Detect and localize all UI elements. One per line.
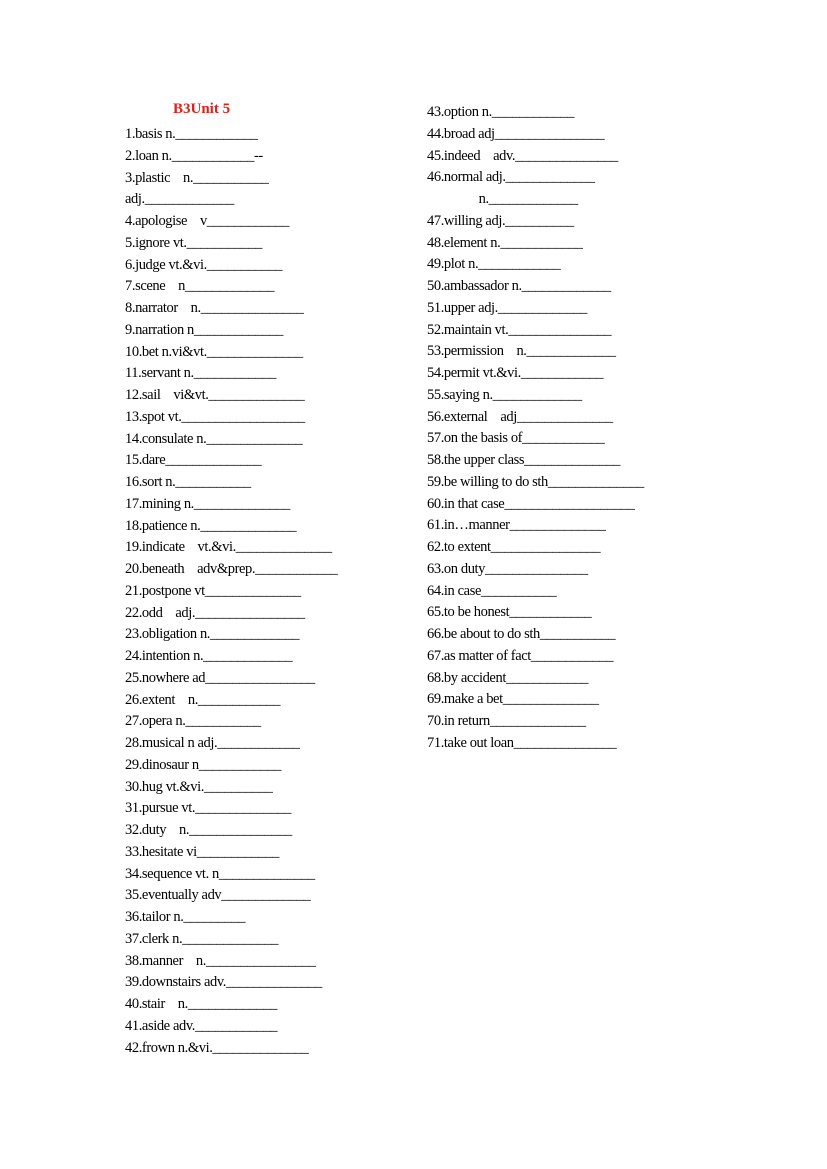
vocab-item: 56.external adj______________ bbox=[427, 408, 613, 425]
vocab-item: 47.willing adj.__________ bbox=[427, 212, 574, 229]
vocab-item: 69.make a bet______________ bbox=[427, 691, 599, 708]
vocab-item: 20.beneath adv&prep.____________ bbox=[125, 561, 338, 577]
vocab-item: 26.extent n.____________ bbox=[125, 691, 281, 708]
vocab-item: 4.apologise v____________ bbox=[125, 213, 289, 229]
vocab-item: 7.scene n_____________ bbox=[125, 278, 275, 295]
vocab-item: 11.servant n.____________ bbox=[125, 365, 276, 382]
vocab-item: 12.sail vi&vt.______________ bbox=[125, 387, 305, 403]
vocab-item: 43.option n.____________ bbox=[427, 104, 575, 120]
vocab-item: 24.intention n._____________ bbox=[125, 648, 293, 664]
vocab-item: 15.dare______________ bbox=[125, 452, 262, 469]
vocab-item: 6.judge vt.&vi.___________ bbox=[125, 256, 283, 273]
vocab-item: 61.in…manner______________ bbox=[427, 517, 606, 534]
vocab-item: 63.on duty_______________ bbox=[427, 560, 588, 577]
vocab-item: 42.frown n.&vi.______________ bbox=[125, 1039, 309, 1056]
vocab-item: 62.to extent________________ bbox=[427, 539, 601, 555]
vocab-item: 13.spot vt.__________________ bbox=[125, 408, 305, 425]
vocab-item: 60.in that case___________________ bbox=[427, 495, 635, 512]
vocab-item: 40.stair n._____________ bbox=[125, 996, 277, 1012]
vocab-item: 31.pursue vt.______________ bbox=[125, 800, 292, 817]
vocab-item: 35.eventually adv_____________ bbox=[125, 887, 311, 904]
vocab-item: n._____________ bbox=[427, 191, 578, 207]
vocab-item: 5.ignore vt.___________ bbox=[125, 234, 262, 251]
right-column-list bbox=[427, 102, 727, 755]
vocab-item: 45.indeed adv._______________ bbox=[427, 147, 618, 164]
vocab-item: 55.saying n._____________ bbox=[427, 386, 582, 403]
vocab-item: 33.hesitate vi____________ bbox=[125, 843, 279, 860]
vocab-item: 27.opera n.___________ bbox=[125, 713, 261, 730]
vocab-item: 22.odd adj.________________ bbox=[125, 604, 305, 621]
left-column-list bbox=[125, 124, 415, 1059]
vocab-item: 30.hug vt.&vi.__________ bbox=[125, 778, 273, 795]
vocab-item: 3.plastic n.___________ bbox=[125, 169, 269, 186]
vocab-item: 65.to be honest____________ bbox=[427, 604, 592, 621]
vocab-item: 9.narration n_____________ bbox=[125, 321, 283, 338]
vocab-item: 32.duty n._______________ bbox=[125, 822, 292, 838]
vocab-item: 48.element n.____________ bbox=[427, 234, 583, 251]
vocab-item: adj._____________ bbox=[125, 191, 234, 208]
vocab-item: 53.permission n._____________ bbox=[427, 343, 616, 360]
vocab-item: 21.postpone vt______________ bbox=[125, 582, 301, 599]
vocab-item: 59.be willing to do sth______________ bbox=[427, 473, 644, 490]
vocab-item: 34.sequence vt. n______________ bbox=[125, 865, 315, 882]
vocab-item: 14.consulate n.______________ bbox=[125, 430, 303, 447]
vocab-item: 54.permit vt.&vi.____________ bbox=[427, 365, 604, 381]
vocab-item: 44.broad adj________________ bbox=[427, 125, 605, 142]
vocab-item: 51.upper adj._____________ bbox=[427, 299, 587, 316]
vocab-item: 18.patience n.______________ bbox=[125, 517, 297, 534]
vocab-item: 66.be about to do sth___________ bbox=[427, 626, 616, 642]
vocab-item: 52.maintain vt._______________ bbox=[427, 321, 612, 338]
vocab-item: 23.obligation n._____________ bbox=[125, 626, 300, 643]
vocab-item: 58.the upper class______________ bbox=[427, 452, 620, 468]
vocab-item: 41.aside adv.____________ bbox=[125, 1017, 278, 1034]
vocab-item: 46.normal adj._____________ bbox=[427, 169, 595, 186]
vocab-item: 29.dinosaur n____________ bbox=[125, 756, 281, 773]
vocab-item: 50.ambassador n._____________ bbox=[427, 278, 611, 294]
vocab-item: 28.musical n adj.____________ bbox=[125, 735, 300, 751]
vocab-item: 25.nowhere ad________________ bbox=[125, 669, 315, 686]
vocab-item: 70.in return______________ bbox=[427, 713, 586, 729]
vocab-item: 64.in case___________ bbox=[427, 582, 557, 599]
vocab-item: 57.on the basis of____________ bbox=[427, 430, 605, 447]
vocab-item: 8.narrator n._______________ bbox=[125, 300, 304, 316]
vocab-item: 49.plot n.____________ bbox=[427, 256, 561, 273]
vocab-item: 67.as matter of fact____________ bbox=[427, 647, 614, 664]
vocab-item: 37.clerk n.______________ bbox=[125, 930, 279, 947]
vocab-item: 71.take out loan_______________ bbox=[427, 734, 617, 751]
vocab-item: 38.manner n.________________ bbox=[125, 952, 316, 969]
vocab-item: 36.tailor n._________ bbox=[125, 909, 246, 925]
vocab-item: 16.sort n.___________ bbox=[125, 474, 251, 490]
vocab-item: 68.by accident____________ bbox=[427, 669, 589, 686]
vocab-item: 39.downstairs adv.______________ bbox=[125, 974, 322, 991]
vocab-item: 17.mining n.______________ bbox=[125, 495, 290, 512]
vocab-item: 2.loan n.____________-- bbox=[125, 147, 263, 164]
vocab-item: 1.basis n.____________ bbox=[125, 126, 258, 142]
vocab-item: 10.bet n.vi&vt.______________ bbox=[125, 343, 303, 360]
page-title: B3Unit 5 bbox=[173, 101, 231, 117]
vocab-item: 19.indicate vt.&vi.______________ bbox=[125, 539, 332, 556]
